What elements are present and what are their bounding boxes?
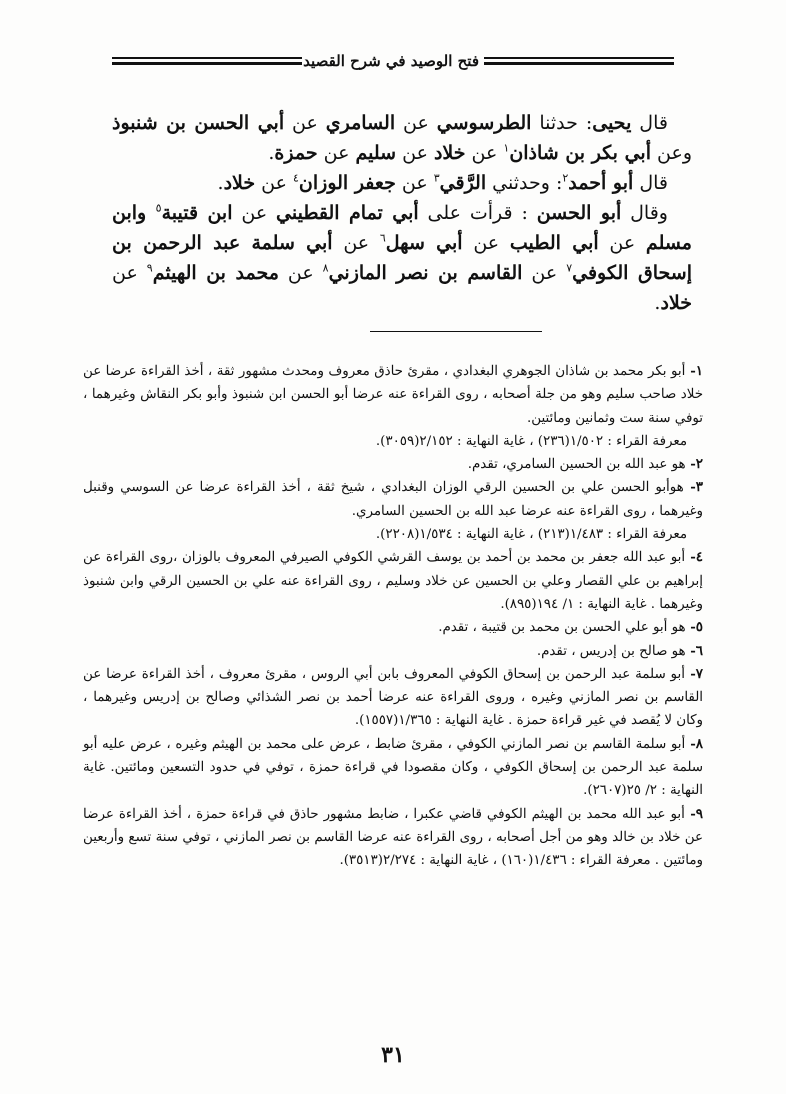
main-paragraph [112, 168, 692, 198]
footnote-text: أبو عبد الله جعفر بن محمد بن أحمد بن يوسف القرشي الكوفي الصيرفي المعروف بالوزان ،روى القراءة عن إبراهيم بن علي القصار وعلي بن الحسين عن خلاد وسليم ، روى القراءة عنه علي بن الحسين الرقي وابن شنبوذ وغيرهما . غاية النهاية : ١/ ١٩٤(٨٩٥). [83, 550, 703, 612]
footnote-separator [370, 331, 542, 332]
text-segment: عن [317, 142, 356, 164]
name-text: السامري [325, 112, 396, 134]
text-segment: عن [255, 172, 293, 194]
name-text: خلاد [660, 292, 692, 314]
footnote-text: أبو بكر محمد بن شاذان الجوهري البغدادي ، مقرئ حاذق معروف ومحدث مشهور ثقة ، أخذ القراءة عرضا عن خلاد صاحب سليم وهو من جلة أصحابه ، روى القراءة عنه عرضا أبو الحسن ابن شنبوذ وأبو بكر النقاش وغيرهما ، توفي سنة ست وثمانين ومائتين. [83, 364, 703, 426]
running-header [112, 52, 674, 76]
name-text: الطرسوسي [436, 112, 532, 134]
text-segment: قال [631, 112, 668, 134]
footnote-number: ٩- [684, 805, 703, 822]
footnotes [83, 360, 703, 873]
footnote-text: أبو سلمة عبد الرحمن بن إسحاق الكوفي المعروف بابن أبي الروس ، مقرئ معروف ، أخذ القراءة عرضا عن القاسم بن نصر المازني وغيره ، وروى القراءة عنه عرضا أحمد بن نصر الشذائي وصالح بن إدريس وغيرهما ، وكان لا يُقصد في غير قراءة حمزة . غاية النهاية : ١/٣٦٥(١٥٥٧). [83, 666, 703, 729]
footnote-number: ٨- [685, 735, 703, 752]
header-rule-right [484, 57, 674, 68]
footnote-text: أبو سلمة القاسم بن نصر المازني الكوفي ، مقرئ ضابط ، عرض على محمد بن الهيثم وغيره ، عرض عليه أبو سلمة عبد الرحمن بن إسحاق الكوفي ، وكان مقصودا في قراءة حمزة ، توفي في حدود التسعين ومائتين. غاية النهاية : ٢/ ٢٥(٢٦٠٧). [83, 736, 703, 799]
text-segment: عن [522, 262, 567, 284]
name-text: أبي الحسن بن شنبوذ [112, 112, 285, 134]
text-segment: عن [462, 232, 510, 254]
main-paragraph [112, 198, 692, 318]
text-segment: عن [232, 202, 277, 224]
name-text: القاسم بن نصر المازني [328, 262, 523, 284]
footnote-marker: ٣ [433, 171, 440, 185]
text-segment: . [217, 172, 224, 194]
footnote-reference: معرفة القراء : ١/٤٨٣(٢١٣) ، غاية النهاية : ١/٥٣٤(٢٢٠٨). [375, 527, 687, 543]
footnote-reference: معرفة القراء : ١/٥٠٢(٢٣٦) ، غاية النهاية : ٢/١٥٢(٣٠٥٩). [375, 433, 687, 449]
footnote-text: هو صالح بن إدريس ، تقدم. [536, 643, 686, 659]
text-segment: عن [332, 232, 380, 254]
footnote [83, 803, 703, 873]
text-segment: : حدثنا [531, 112, 593, 134]
text-segment: . [654, 292, 661, 314]
footnote-number: ٦- [685, 642, 703, 659]
name-text: وابن مسلم [112, 202, 692, 254]
footnote [83, 640, 703, 663]
name-text: يحيى [592, 112, 632, 134]
text-segment: عن [396, 142, 434, 164]
footnote-text: هو عبد الله بن الحسين السامري، تقدم. [467, 457, 686, 473]
text-segment: : قرأت على [418, 202, 537, 224]
name-text: محمد بن الهيثم [152, 262, 279, 284]
footnote [83, 453, 703, 476]
text-segment: عن [395, 172, 434, 194]
name-text: حمزة [274, 142, 318, 164]
footnote [83, 476, 703, 523]
footnote [83, 616, 703, 639]
footnote [83, 663, 703, 733]
name-text: ابن قتيبة [161, 202, 233, 224]
name-text: أبي تمام القطيني [276, 202, 419, 224]
footnote-marker: ٦ [379, 231, 386, 245]
footnote-number: ٧- [684, 665, 703, 682]
footnote-number: ١- [685, 363, 703, 379]
header-title: فتح الوصيد في شرح القصيد [303, 52, 479, 70]
text-segment: عن [112, 262, 147, 284]
footnote-text: هوأبو الحسن علي بن الحسين الرقي الوزان البغدادي ، شيخ ثقة ، أخذ القراءة عرضا عن السوسي وقنبل وغيرهما ، روى القراءة عنه عرضا عبد الله بن الحسين السامري. [83, 480, 703, 519]
text-segment: عن [278, 262, 323, 284]
text-segment: : وحدثني [486, 172, 563, 194]
name-text: أبو الحسن [536, 202, 622, 224]
text-segment: عن [284, 112, 326, 134]
footnote-text: أبو عبد الله محمد بن الهيثم الكوفي قاضي عكبرا ، ضابط مشهور حاذق في قراءة حمزة ، أخذ القراءة عرضا عن خلاد بن خالد وهو من أجل أصحابه ، روى القراءة عنه عرضا القاسم بن نصر المازني ، توفي سنة تسع وأربعين ومائتين . معرفة القراء : ١/٤٣٦(١٦٠) ، غاية النهاية : ٢/٢٧٤(٣٥١٣). [83, 806, 703, 869]
footnote-marker: ٤ [293, 171, 299, 185]
footnote [83, 360, 703, 430]
name-text: خلاد [433, 142, 466, 164]
footnote-marker: ١ [503, 141, 510, 155]
footnote-marker: ٨ [322, 261, 329, 275]
footnote-marker: ٩ [146, 261, 153, 275]
name-text: سليم [355, 142, 397, 164]
main-text [112, 108, 692, 318]
name-text: أبي بكر بن شاذان [509, 142, 651, 164]
name-text: جعفر الوزان [298, 172, 396, 194]
footnote-text: هو أبو علي الحسن بن محمد بن قتيبة ، تقدم. [438, 620, 686, 636]
footnote-marker: ٧ [566, 261, 573, 275]
name-text: خلاد [223, 172, 256, 194]
footnote [83, 733, 703, 803]
text-segment: عن [465, 142, 504, 164]
name-text: أبي سلمة عبد الرحمن بن إسحاق الكوفي [112, 232, 692, 284]
footnote-marker: ٢ [562, 171, 569, 185]
text-segment: وعن [650, 142, 692, 164]
footnote-number: ٤- [685, 549, 703, 566]
footnote-number: ٢- [685, 456, 703, 473]
text-segment: قال [633, 172, 668, 194]
text-segment: عن [598, 232, 646, 254]
header-rule-left [112, 57, 302, 68]
main-paragraph [112, 108, 692, 168]
footnote-number: ٣- [683, 479, 703, 496]
footnote [83, 546, 703, 616]
text-segment: وقال [621, 202, 668, 224]
name-text: أبو أحمد [568, 172, 634, 194]
footnote-marker: ٥ [155, 201, 162, 215]
name-text: أبي سهل [385, 232, 463, 254]
text-segment: . [268, 142, 275, 164]
footnote-number: ٥- [685, 619, 703, 636]
page-number: ٣١ [381, 1042, 405, 1068]
name-text: الرَّقي [439, 172, 487, 194]
text-segment: عن [395, 112, 437, 134]
name-text: أبي الطيب [509, 232, 599, 254]
